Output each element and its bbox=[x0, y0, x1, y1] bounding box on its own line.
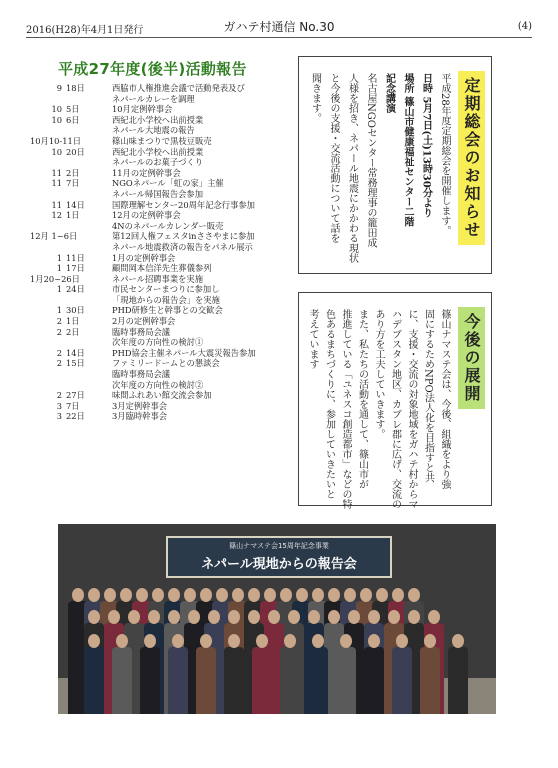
activity-day: 2日 bbox=[66, 326, 80, 337]
person-head bbox=[264, 588, 276, 602]
notice-column: 場所 篠山市健康福祉センター二階 bbox=[402, 73, 413, 227]
person-body bbox=[140, 647, 160, 714]
person-head bbox=[256, 634, 268, 648]
person-body bbox=[364, 647, 384, 714]
person-head bbox=[88, 588, 100, 602]
activity-row bbox=[34, 125, 294, 136]
person-body bbox=[112, 647, 132, 714]
activity-text: 西脇市人権推進会議で活動発表及び bbox=[112, 83, 245, 93]
activity-text: 11月の定例幹事会 bbox=[112, 167, 181, 178]
person-head bbox=[248, 588, 260, 602]
activity-day: 17日 bbox=[66, 263, 85, 274]
issue-date: 2016(H28)年4月1日発行 bbox=[26, 25, 144, 36]
person-body bbox=[196, 647, 216, 714]
activity-day: 20日 bbox=[66, 146, 85, 157]
person-body bbox=[392, 647, 412, 714]
notice-column: 日時 5月7日(土)13時30分より bbox=[420, 73, 432, 218]
activity-text: 4Nのネパールカレンダー販売 bbox=[112, 220, 224, 231]
activity-text: 顧問岡本信洋先生葬儀参列 bbox=[112, 263, 212, 274]
person-head bbox=[172, 634, 184, 648]
activity-row bbox=[30, 273, 294, 285]
activity-row bbox=[30, 135, 294, 147]
person-body bbox=[280, 647, 300, 714]
activity-month: 11 bbox=[51, 178, 62, 189]
activity-row bbox=[34, 94, 294, 105]
person-head bbox=[312, 634, 324, 648]
notice-box bbox=[298, 56, 492, 274]
person-head bbox=[228, 610, 240, 624]
activity-month: 2 bbox=[56, 326, 62, 337]
person-head bbox=[376, 588, 388, 602]
person-head bbox=[104, 588, 116, 602]
person-head bbox=[184, 588, 196, 602]
activity-row bbox=[34, 168, 294, 179]
activity-text: 「現地からの報告会」を実施 bbox=[112, 294, 220, 305]
activity-row bbox=[34, 348, 294, 359]
group-photo bbox=[58, 524, 496, 714]
activity-row bbox=[34, 295, 294, 306]
future-column: また、私たちの活動を通して、篠山市が bbox=[356, 309, 368, 489]
activity-row bbox=[34, 200, 294, 211]
person-head bbox=[296, 588, 308, 602]
activity-row bbox=[34, 369, 294, 380]
person-head bbox=[428, 610, 440, 624]
person-body bbox=[84, 647, 104, 714]
header-rule bbox=[26, 37, 532, 38]
person-body bbox=[252, 647, 272, 714]
notice-column: 聞きます。 bbox=[309, 73, 321, 123]
activity-day: 27日 bbox=[66, 390, 85, 401]
person-body bbox=[448, 647, 468, 714]
person-head bbox=[232, 588, 244, 602]
activity-month: 11 bbox=[51, 199, 62, 210]
activity-row bbox=[34, 178, 294, 189]
person-head bbox=[424, 634, 436, 648]
activity-month: 1 bbox=[56, 305, 62, 316]
activity-day: 22日 bbox=[66, 411, 85, 422]
activity-row bbox=[34, 157, 294, 168]
activity-text: 臨時事務局会議 bbox=[112, 326, 171, 337]
activity-text: PHD研修生と幹事との交歓会 bbox=[112, 305, 223, 316]
future-column: 固にするためNPO法人化を目指すと共 bbox=[422, 309, 434, 483]
activity-day: 24日 bbox=[66, 284, 85, 295]
activity-row bbox=[34, 104, 294, 115]
person-head bbox=[392, 588, 404, 602]
activity-month: 10 bbox=[51, 146, 62, 157]
activity-text: 10月定例幹事会 bbox=[112, 104, 173, 115]
activity-month: 1 bbox=[56, 263, 62, 274]
person-head bbox=[144, 634, 156, 648]
person-head bbox=[208, 610, 220, 624]
person-body bbox=[336, 647, 356, 714]
person-body bbox=[224, 647, 244, 714]
person-head bbox=[168, 588, 180, 602]
activity-month: 3 bbox=[56, 400, 62, 411]
report-title: 平成27年度(後半)活動報告 bbox=[58, 60, 247, 78]
person-head bbox=[340, 634, 352, 648]
activity-text: PHD協会主催ネパール大震災報告参加 bbox=[112, 347, 256, 358]
photo-banner bbox=[166, 536, 392, 578]
notice-column: 平成28年度定期総会を開催します。 bbox=[439, 73, 450, 236]
activity-text: 味間ふれあい館交流会参加 bbox=[112, 390, 212, 401]
activity-month: 10月10-11日 bbox=[30, 135, 82, 146]
person-head bbox=[200, 588, 212, 602]
activity-month: 2 bbox=[56, 390, 62, 401]
activity-day: 15日 bbox=[66, 358, 85, 369]
person-head bbox=[408, 588, 420, 602]
person-head bbox=[344, 588, 356, 602]
person-head bbox=[268, 610, 280, 624]
banner-subtitle: 篠山ナマステ会15周年記念事業 bbox=[229, 542, 329, 550]
activity-text: ファミリードームとの懇談会 bbox=[112, 358, 220, 369]
activity-text: 西紀北小学校へ出前授業 bbox=[112, 146, 204, 157]
person-head bbox=[188, 610, 200, 624]
activity-day: 14日 bbox=[66, 199, 85, 210]
person-head bbox=[284, 634, 296, 648]
person-head bbox=[88, 610, 100, 624]
activity-day: 2日 bbox=[66, 167, 80, 178]
activity-month: 12 bbox=[51, 210, 62, 221]
activity-text: 国際理解センター20周年記念行事参加 bbox=[112, 199, 255, 210]
person-head bbox=[108, 610, 120, 624]
future-column: に、支援・交流の対象地域をガハテ村からマ bbox=[406, 309, 417, 509]
person-head bbox=[248, 610, 260, 624]
activity-row bbox=[34, 337, 294, 348]
person-head bbox=[388, 610, 400, 624]
activity-month: 3 bbox=[56, 411, 62, 422]
activity-text: 次年度の方向性の検討② bbox=[112, 379, 204, 390]
activity-row bbox=[34, 284, 294, 295]
activity-row bbox=[34, 221, 294, 232]
person-head bbox=[308, 610, 320, 624]
activity-text: 2月の定例幹事会 bbox=[112, 316, 176, 327]
activity-list bbox=[30, 83, 294, 422]
person-head bbox=[88, 634, 100, 648]
activity-text: 西紀北小学校へ出前授業 bbox=[112, 114, 204, 125]
activity-text: ネパールのお菓子づくり bbox=[112, 157, 204, 168]
future-box bbox=[298, 292, 492, 509]
activity-month: 1 bbox=[56, 284, 62, 295]
future-column: 色あるまちづくりに、参加していきたいと bbox=[323, 309, 335, 499]
newsletter-title: ガハテ村通信 No.30 bbox=[223, 20, 335, 34]
notice-title: 定期総会のお知らせ bbox=[458, 71, 485, 245]
activity-row bbox=[34, 242, 294, 253]
activity-day: 18日 bbox=[66, 83, 85, 93]
activity-row bbox=[34, 210, 294, 221]
activity-month: 10 bbox=[51, 104, 62, 115]
person-head bbox=[216, 588, 228, 602]
person-head bbox=[328, 610, 340, 624]
notice-column: 人様を招き、ネパール地震にかかわる現状 bbox=[346, 73, 358, 263]
notice-column: 記念講演 bbox=[383, 73, 395, 113]
activity-text: ネパール地震救済の報告をパネル展示 bbox=[112, 241, 253, 252]
activity-text: 1月の定例幹事会 bbox=[112, 252, 176, 263]
activity-row bbox=[34, 263, 294, 274]
activity-text: ネパール帰国報告会参加 bbox=[112, 188, 204, 199]
future-column: 篠山ナマステ会は、今後、組織をより強 bbox=[439, 309, 450, 489]
person-head bbox=[368, 634, 380, 648]
activity-row bbox=[34, 380, 294, 391]
person-head bbox=[452, 634, 464, 648]
activity-month: 10 bbox=[51, 114, 62, 125]
person-body bbox=[420, 647, 440, 714]
activity-text: 篠山味まつりで黒枝豆販売 bbox=[112, 135, 212, 146]
activity-day: 1日 bbox=[66, 316, 80, 327]
person-head bbox=[360, 588, 372, 602]
person-head bbox=[120, 588, 132, 602]
activity-day: 11日 bbox=[66, 252, 85, 263]
activity-day: 7日 bbox=[66, 178, 80, 189]
activity-text: 第12回人権フェスタinささやまに参加 bbox=[112, 231, 255, 242]
activity-day: 1日 bbox=[66, 210, 80, 221]
person-body bbox=[308, 647, 328, 714]
person-head bbox=[72, 588, 84, 602]
person-body bbox=[168, 647, 188, 714]
activity-month: 1月20~26日 bbox=[30, 273, 80, 284]
notice-column: 名古屋NGOセンター常務理事の籠田成 bbox=[365, 73, 376, 248]
person-head bbox=[200, 634, 212, 648]
activity-day: 30日 bbox=[66, 305, 85, 316]
future-column: 考えています bbox=[307, 309, 318, 369]
activity-day: 5日 bbox=[66, 104, 80, 115]
person-head bbox=[128, 610, 140, 624]
person-head bbox=[280, 588, 292, 602]
activity-text: 3月定例幹事会 bbox=[112, 400, 168, 411]
activity-text: 臨時事務局会議 bbox=[112, 369, 171, 380]
activity-day: 14日 bbox=[66, 347, 85, 358]
person-head bbox=[152, 588, 164, 602]
person-head bbox=[228, 634, 240, 648]
person-head bbox=[136, 588, 148, 602]
activity-row bbox=[34, 401, 294, 412]
future-column: あり方を工夫していきます。 bbox=[373, 309, 384, 439]
banner-title: ネパール現地からの報告会 bbox=[201, 557, 357, 572]
person-head bbox=[288, 610, 300, 624]
activity-text: 次年度の方向性の検討① bbox=[112, 337, 204, 348]
page-number: (4) bbox=[517, 21, 532, 32]
person-head bbox=[396, 634, 408, 648]
activity-month: 12月 1~6日 bbox=[30, 231, 78, 242]
person-head bbox=[348, 610, 360, 624]
activity-row bbox=[30, 231, 294, 242]
person-head bbox=[328, 588, 340, 602]
activity-row bbox=[34, 411, 294, 422]
future-title: 今後の展開 bbox=[458, 307, 485, 409]
activity-row bbox=[34, 316, 294, 327]
future-column: ハデブスタン地区、カブレ郡に広げ、交流の bbox=[389, 309, 401, 509]
page-header bbox=[26, 18, 532, 36]
activity-day: 7日 bbox=[66, 400, 80, 411]
activity-text: 3月臨時幹事会 bbox=[112, 411, 168, 422]
activity-row bbox=[34, 147, 294, 158]
person-head bbox=[148, 610, 160, 624]
activity-day: 6日 bbox=[66, 114, 80, 125]
activity-row bbox=[34, 358, 294, 369]
activity-text: ネパール招聘事業を実施 bbox=[112, 273, 204, 284]
notice-column: と今後の支援・交流活動について話を bbox=[328, 73, 339, 243]
activity-row bbox=[34, 390, 294, 401]
person-head bbox=[116, 634, 128, 648]
person-head bbox=[168, 610, 180, 624]
person-head bbox=[368, 610, 380, 624]
person-head bbox=[312, 588, 324, 602]
future-column: 推進している「ユネスコ創造都市」などの特 bbox=[340, 309, 351, 509]
activity-text: ネパール大地震の報告 bbox=[112, 125, 195, 136]
activity-row bbox=[34, 115, 294, 126]
activity-row bbox=[34, 327, 294, 338]
person-head bbox=[408, 610, 420, 624]
activity-row bbox=[34, 253, 294, 264]
activity-text: 12月の定例幹事会 bbox=[112, 210, 181, 221]
activity-month: 11 bbox=[51, 167, 62, 178]
activity-month: 2 bbox=[56, 347, 62, 358]
activity-row bbox=[34, 83, 294, 94]
activity-text: ネパールカレーを調理 bbox=[112, 93, 195, 104]
activity-month: 9 bbox=[56, 83, 62, 93]
activity-month: 2 bbox=[56, 316, 62, 327]
activity-row bbox=[34, 305, 294, 316]
activity-month: 2 bbox=[56, 358, 62, 369]
activity-row bbox=[34, 189, 294, 200]
activity-text: NGOネパール「虹の家」主催 bbox=[112, 178, 224, 189]
activity-month: 1 bbox=[56, 252, 62, 263]
activity-text: 市民センターまつりに参加し bbox=[112, 284, 220, 295]
